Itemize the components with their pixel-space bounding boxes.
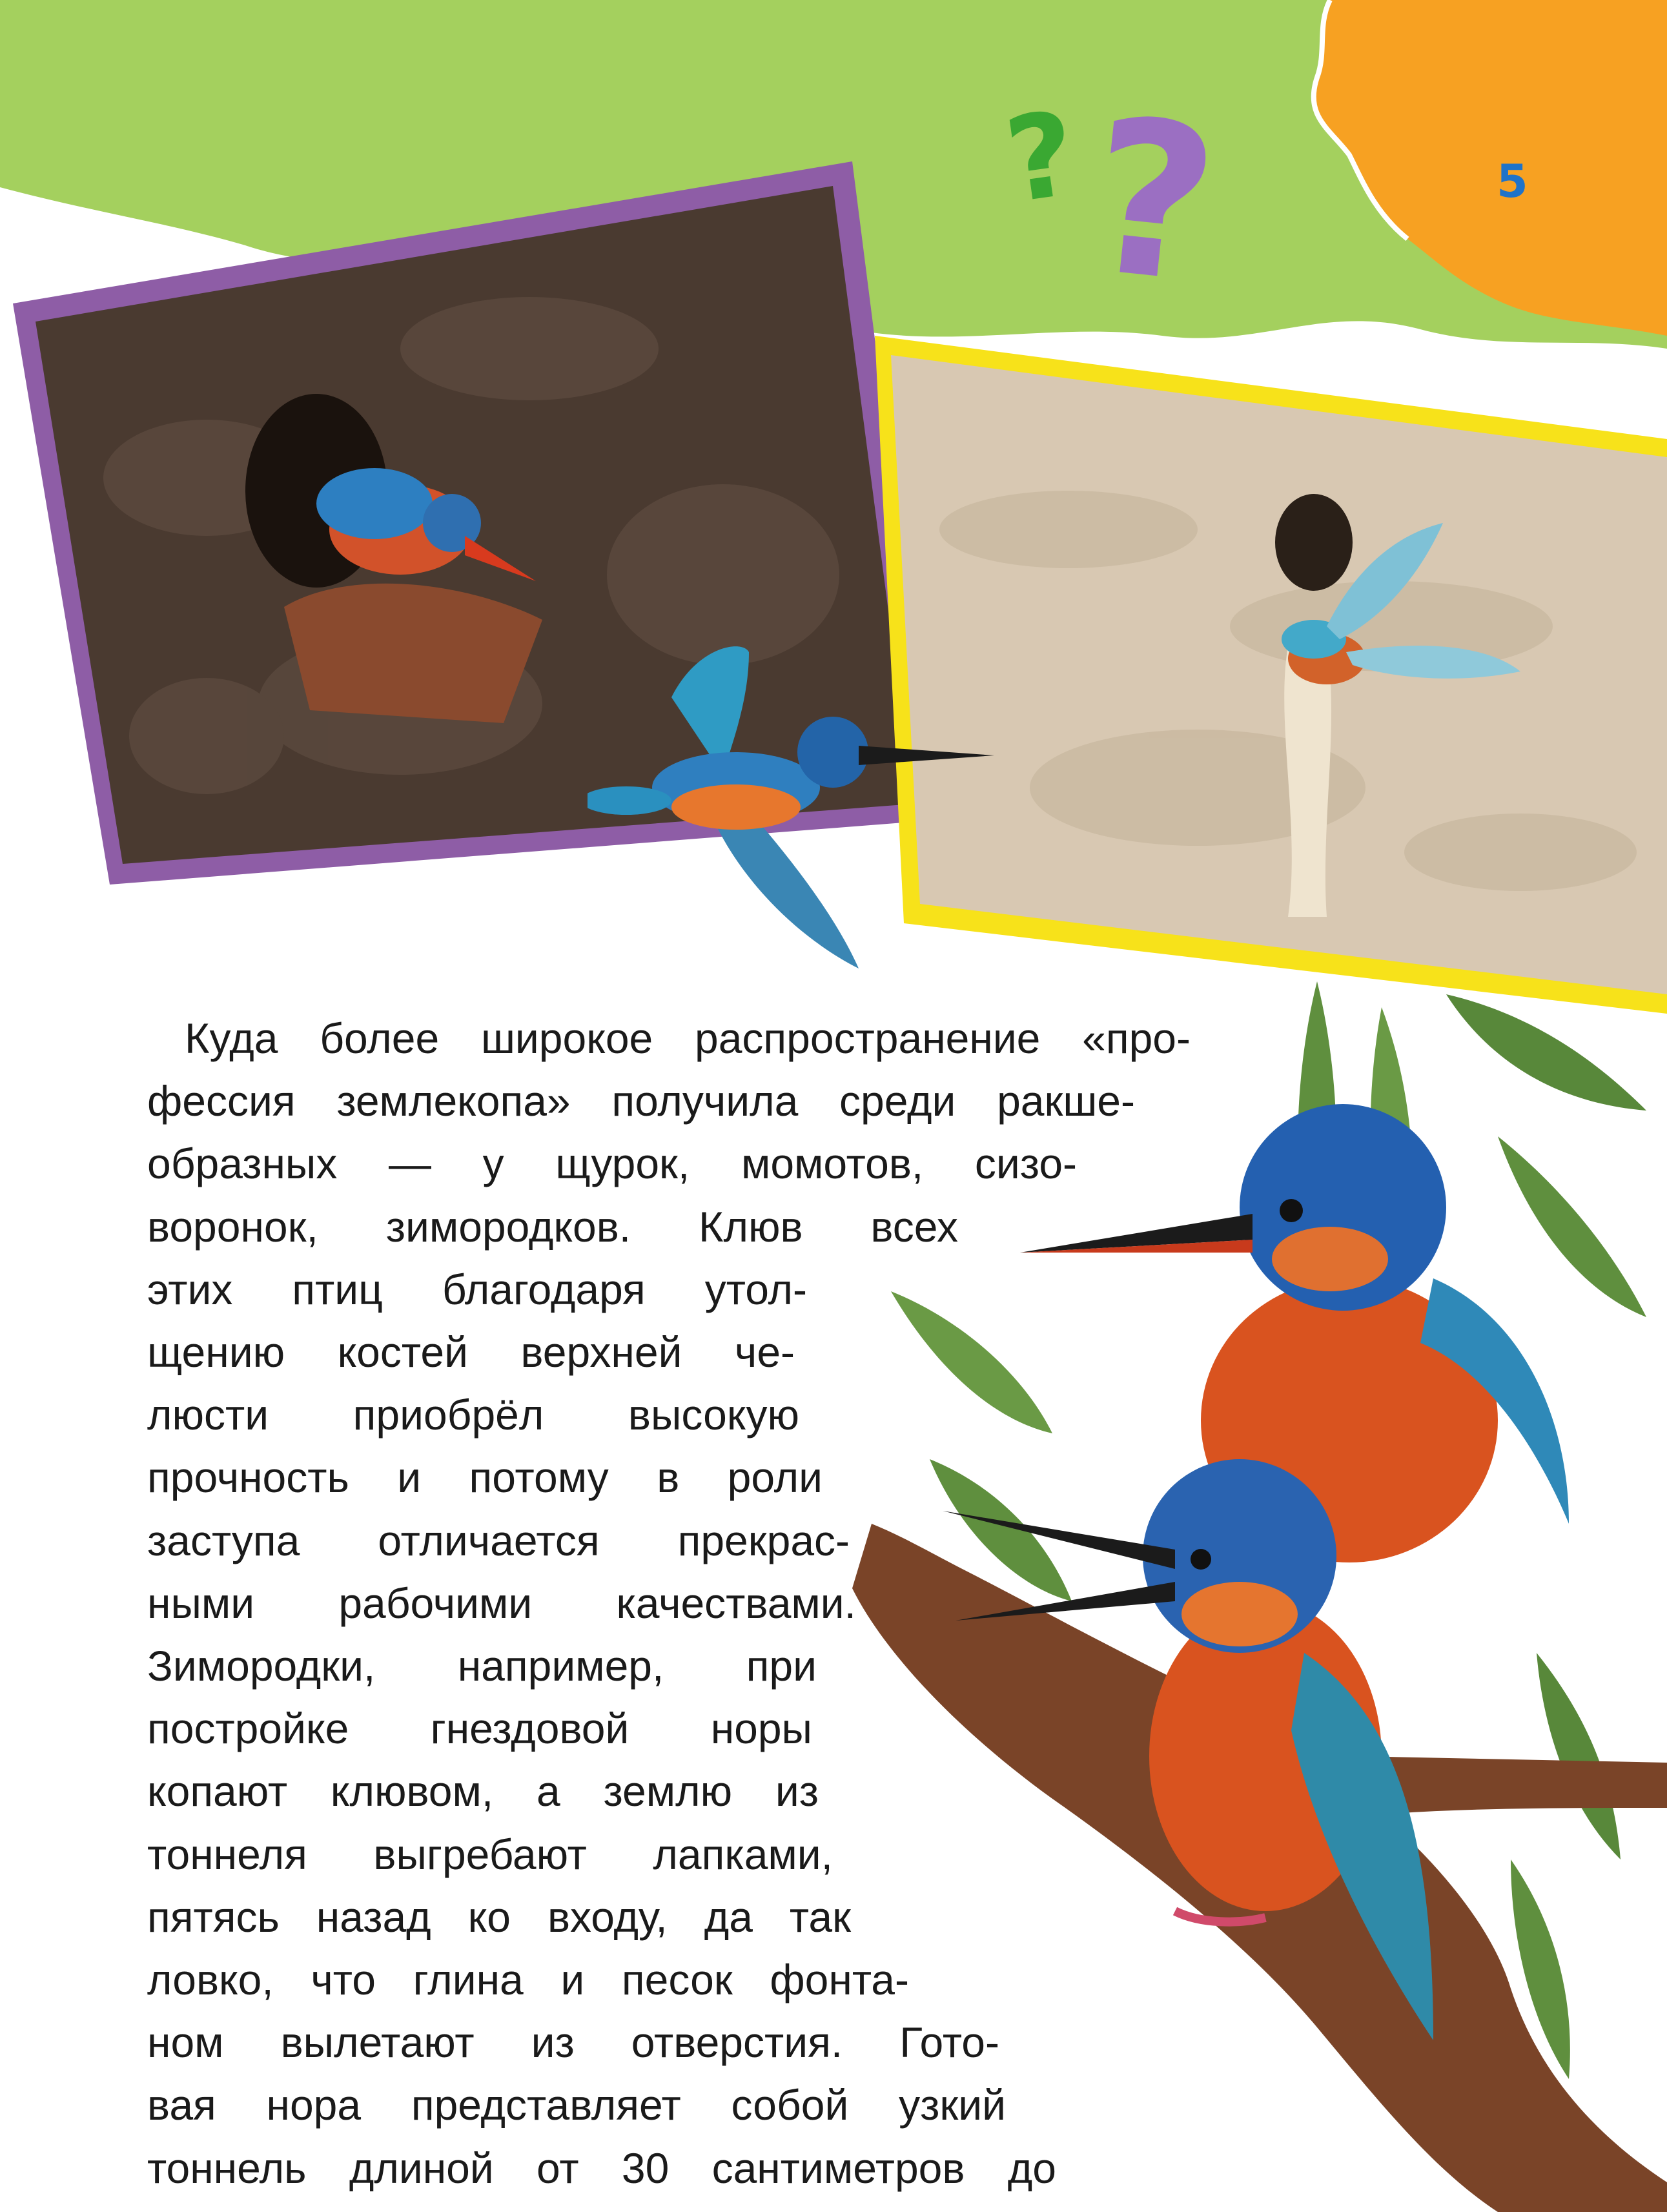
large-question-mark: ? — [1078, 72, 1227, 331]
text-line: фессия землекопа» получила среди ракше- — [147, 1077, 1135, 1125]
dirt-mound — [284, 584, 542, 723]
text-line: этих птиц благодаря утол- — [147, 1265, 807, 1313]
body-paragraph — [147, 1007, 1191, 2200]
text-line: заступа отличается прекрас- — [147, 1516, 850, 1564]
text-line: ловко, что глина и песок фонта- — [147, 1956, 909, 2004]
text-line: Зимородки, например, при — [147, 1642, 817, 1690]
nest-hole — [1275, 494, 1353, 591]
text-line: щению костей верхней че- — [147, 1328, 795, 1377]
text-line: прочность и потому в роли — [147, 1453, 823, 1502]
text-line: ном вылетают из отверстия. Гото- — [147, 2018, 999, 2067]
text-line: люсти приобрёл высокую — [147, 1391, 799, 1439]
text-line: тоннеля выгребают лапками, — [147, 1830, 833, 1878]
text-line: тоннель длиной от 30 сантиметров до — [147, 2144, 1056, 2192]
text-line: ными рабочими качествами. — [147, 1579, 856, 1627]
text-line: копают клювом, а землю из — [147, 1767, 819, 1816]
small-question-mark: ? — [997, 86, 1084, 230]
text-line: воронок, зимородков. Клюв всех — [147, 1202, 958, 1251]
text-line: образных — у щурок, момотов, сизо- — [147, 1140, 1077, 1188]
illustration-flying-kingfisher — [588, 633, 1001, 981]
text-line: пятясь назад ко входу, да так — [147, 1892, 851, 1941]
text-line: постройке гнездовой норы — [147, 1705, 812, 1753]
text-line: Куда более широкое распространение «про- — [185, 1014, 1191, 1062]
text-line: вая нора представляет собой узкий — [147, 2081, 1006, 2129]
page-number: 5 — [1497, 155, 1528, 208]
